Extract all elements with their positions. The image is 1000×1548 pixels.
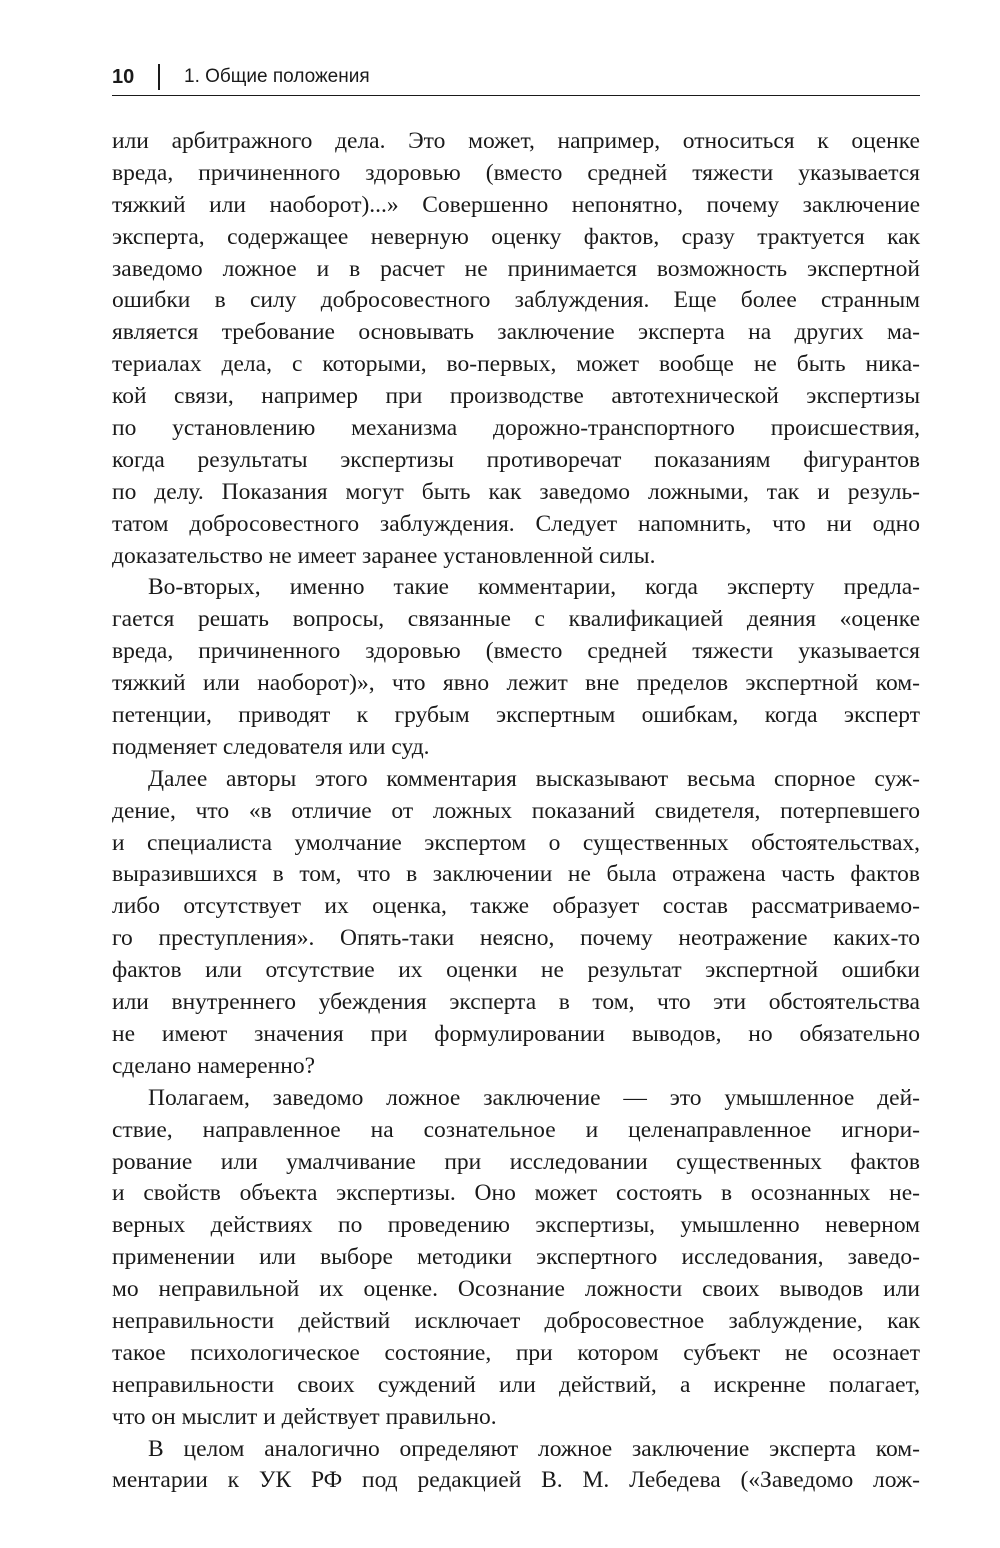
- text-line: дение, что «в отличие от ложных показаний свидетеля, потерпевшего: [112, 797, 920, 824]
- body-text: [112, 126, 920, 1497]
- text-line: сделано намеренно?: [112, 1052, 315, 1079]
- text-line: татом добросовестного заблуждения. Следует напомнить, что ни одно: [112, 510, 920, 537]
- text-line: или внутреннего убеждения эксперта в том, что эти обстоятельства: [112, 989, 920, 1016]
- text-line: неправильности своих суждений или действий, а искренне полагает,: [112, 1371, 920, 1398]
- text-line: когда результаты экспертизы противоречат показаниям фигурантов: [112, 446, 920, 473]
- text-line: ментарии к УК РФ под редакцией В. М. Лебедева («Заведомо лож-: [112, 1467, 920, 1494]
- text-line: кой связи, например при производстве автотехнической экспертизы: [112, 383, 920, 410]
- text-line: тяжкий или наоборот)», что явно лежит вне пределов экспертной ком-: [112, 670, 920, 697]
- text-line: такое психологическое состояние, при котором субъект не осознает: [112, 1339, 920, 1366]
- text-line: и специалиста умолчание экспертом о существенных обстоятельствах,: [112, 829, 920, 856]
- text-line: доказательство не имеет заранее установленной силы.: [112, 542, 656, 569]
- text-line: является требование основывать заключение эксперта на других ма-: [112, 319, 920, 346]
- text-line: эксперта, содержащее неверную оценку фактов, сразу трактуется как: [112, 223, 920, 250]
- text-line: гается решать вопросы, связанные с квалификацией деяния «оценке: [112, 606, 920, 633]
- paragraph-first-line: Полагаем, заведомо ложное заключение — это умышленное дей-: [148, 1084, 920, 1111]
- text-line: рование или умалчивание при исследовании существенных фактов: [112, 1148, 920, 1175]
- text-line: или арбитражного дела. Это может, например, относиться к оценке: [112, 128, 920, 154]
- text-line: заведомо ложное и в расчет не принимается возможность экспертной: [112, 255, 920, 282]
- text-line: либо отсутствует их оценка, также образует состав рассматриваемо-: [112, 893, 920, 920]
- text-line: териалах дела, с которыми, во-первых, может вообще не быть ника-: [112, 351, 920, 378]
- text-line: фактов или отсутствие их оценки не результат экспертной ошибки: [112, 957, 920, 984]
- text-line: по делу. Показания могут быть как заведомо ложными, так и резуль-: [112, 478, 920, 505]
- text-line: вреда, причиненного здоровью (вместо средней тяжести указывается: [112, 638, 920, 665]
- text-line: верных действиях по проведению экспертизы, умышленно неверном: [112, 1212, 920, 1239]
- text-line: тяжкий или наоборот)...» Совершенно непонятно, почему заключение: [112, 191, 920, 218]
- text-line: по установлению механизма дорожно-транспортного происшествия,: [112, 415, 920, 442]
- text-line: петенции, приводят к грубым экспертным ошибкам, когда эксперт: [112, 702, 920, 729]
- text-line: применении или выборе методики экспертного исследования, заведо-: [112, 1244, 920, 1271]
- paragraph-first-line: Во-вторых, именно такие комментарии, когда эксперту предла-: [148, 574, 920, 601]
- text-line: и свойств объекта экспертизы. Оно может состоять в осознанных не-: [112, 1180, 920, 1207]
- header-rule: [112, 95, 920, 96]
- header-separator: [158, 64, 160, 90]
- running-header: [112, 64, 920, 98]
- page-number: 10: [112, 66, 135, 88]
- text-line: не имеют значения при формулировании выводов, но обязательно: [112, 1020, 920, 1047]
- text-line: неправильности действий исключает добросовестное заблуждение, как: [112, 1307, 920, 1334]
- text-line: выразившихся в том, что в заключении не была отражена часть фактов: [112, 861, 920, 888]
- text-line: подменяет следователя или суд.: [112, 733, 430, 760]
- text-line: что он мыслит и действует правильно.: [112, 1403, 497, 1430]
- text-line: го преступления». Опять-таки неясно, почему неотражение каких-то: [112, 925, 920, 952]
- text-line: ствие, направленное на сознательное и целенаправленное игнори-: [112, 1116, 920, 1143]
- chapter-title: 1. Общие положения: [184, 66, 370, 87]
- text-line: вреда, причиненного здоровью (вместо средней тяжести указывается: [112, 159, 920, 186]
- paragraph-first-line: В целом аналогично определяют ложное заключение эксперта ком-: [148, 1435, 920, 1462]
- text-line: ошибки в силу добросовестного заблуждения. Еще более странным: [112, 287, 920, 314]
- text-line: мо неправильной их оценке. Осознание ложности своих выводов или: [112, 1276, 920, 1303]
- paragraph-first-line: Далее авторы этого комментария высказывают весьма спорное суж-: [148, 765, 920, 792]
